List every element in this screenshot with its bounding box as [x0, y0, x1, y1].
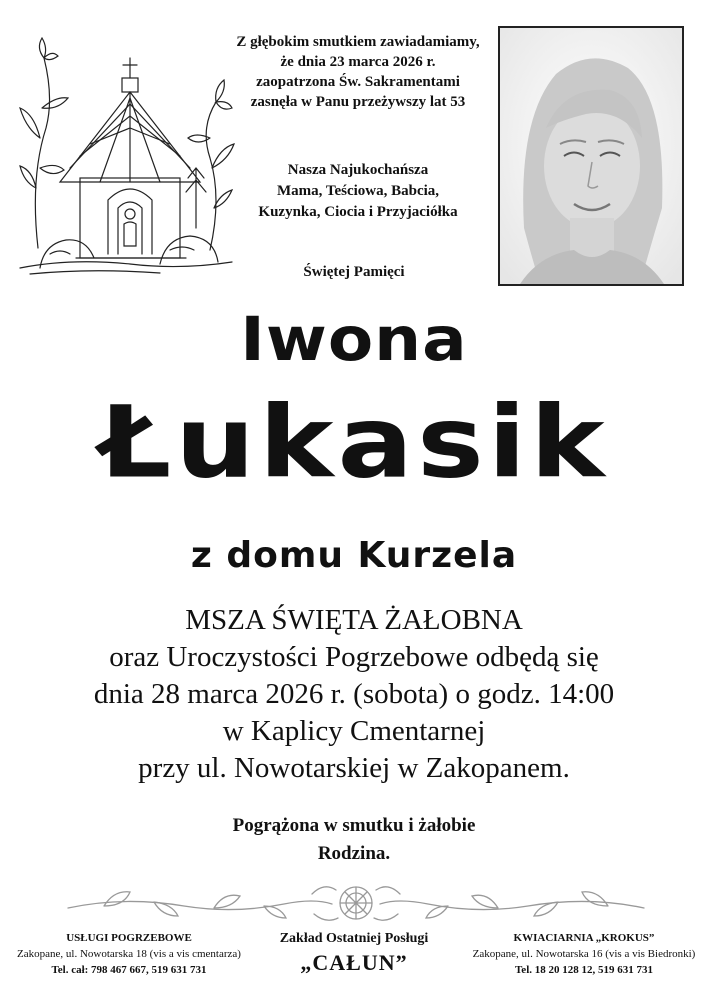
closing-line: Pogrążona w smutku i żałobie	[232, 815, 476, 836]
footer-right-phone: Tel. 18 20 128 12, 519 631 731	[514, 964, 653, 976]
mass-line: w Kaplicy Cmentarnej	[222, 715, 486, 747]
footer-funeral-home	[250, 930, 458, 978]
memory-label: Świętej Pamięci	[303, 264, 405, 280]
footer-funeral-services	[14, 930, 244, 978]
footer-mid-name: „CAŁUN”	[300, 950, 408, 975]
mass-line: oraz Uroczystości Pogrzebowe odbędą się	[109, 641, 599, 673]
footer-mid-title: Zakład Ostatniej Posługi	[279, 931, 429, 946]
intro-text	[210, 32, 506, 112]
mass-line: MSZA ŚWIĘTA ŻAŁOBNA	[185, 604, 523, 636]
family-relations	[214, 160, 502, 223]
portrait-icon	[500, 28, 682, 284]
wayside-shrine-drawing-icon	[10, 18, 242, 280]
mass-line: dnia 28 marca 2026 r. (sobota) o godz. 14:00	[93, 678, 615, 710]
mass-line: przy ul. Nowotarskiej w Zakopanem.	[138, 752, 570, 784]
footer-left-address: Zakopane, ul. Nowotarska 18 (vis a vis cmentarza)	[17, 948, 241, 960]
first-name: Iwona	[240, 304, 468, 375]
intro-line: zasnęła w Panu przeżywszy lat 53	[250, 94, 466, 110]
footer-right-title: KWIACIARNIA „KROKUS”	[513, 932, 655, 944]
family-line: Kuzynka, Ciocia i Przyjaciółka	[258, 204, 458, 220]
family-line: Mama, Teściowa, Babcia,	[276, 183, 440, 199]
footer-florist	[468, 930, 700, 978]
intro-line: że dnia 23 marca 2026 r.	[280, 54, 436, 70]
family-line: Nasza Najukochańsza	[287, 162, 429, 178]
intro-line: Z głębokim smutkiem zawiadamiamy,	[236, 34, 480, 50]
portrait-photo	[498, 26, 684, 286]
maiden-name: z domu Kurzela	[190, 535, 518, 576]
closing-text	[0, 812, 708, 868]
floral-ornament-icon	[64, 878, 648, 928]
funeral-mass-info	[0, 602, 708, 787]
closing-line: Rodzina.	[317, 843, 391, 864]
intro-line: zaopatrzona Św. Sakramentami	[256, 74, 460, 90]
surname: Łukasik	[99, 385, 609, 501]
footer-left-title: USŁUGI POGRZEBOWE	[66, 932, 192, 944]
footer-left-phone: Tel. cał: 798 467 667, 519 631 731	[51, 964, 207, 976]
footer-right-address: Zakopane, ul. Nowotarska 16 (vis a vis Biedronki)	[472, 948, 696, 960]
